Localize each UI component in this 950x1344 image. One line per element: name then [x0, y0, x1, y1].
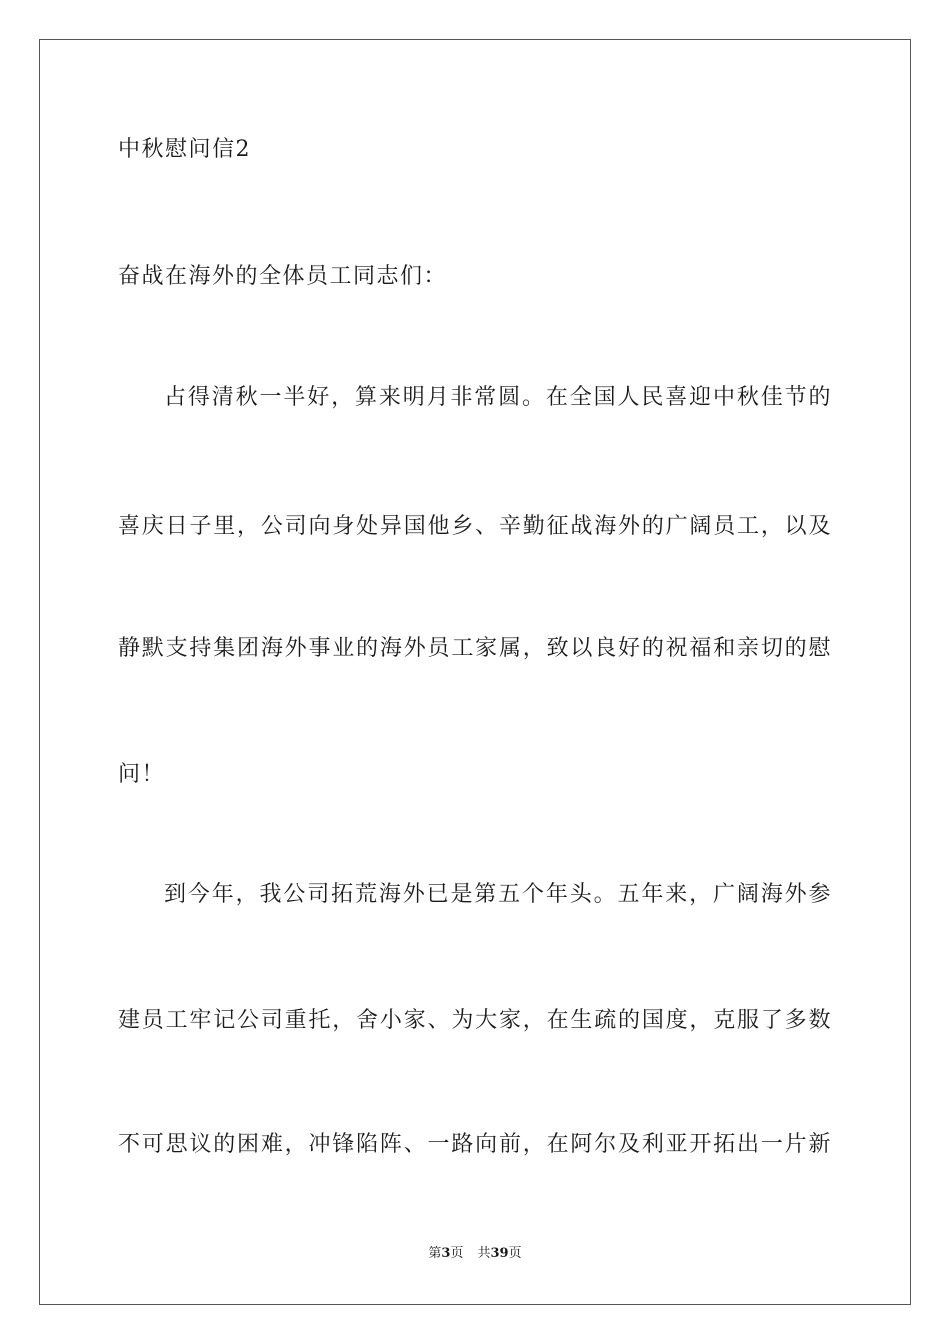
- body-line-4: 问！: [118, 762, 166, 787]
- body-line-1: 占得清秋一半好，算来明月非常圆。在全国人民喜迎中秋佳节的: [164, 385, 832, 410]
- salutation: 奋战在海外的全体员工同志们：: [118, 264, 448, 289]
- body-line-3: 静默支持集团海外事业的海外员工家属，致以良好的祝福和亲切的慰: [118, 636, 832, 661]
- body-line-7: 不可思议的困难，冲锋陷阵、一路向前，在阿尔及利亚开拓出一片新: [118, 1132, 832, 1157]
- total-prefix: 共: [477, 1246, 491, 1261]
- total-pages: 39: [490, 1246, 509, 1261]
- page-suffix: 页: [450, 1246, 464, 1261]
- document-title: 中秋慰问信2: [118, 137, 251, 162]
- page-border: [39, 39, 911, 1305]
- body-line-5: 到今年，我公司拓荒海外已是第五个年头。五年来，广阔海外参: [164, 882, 832, 907]
- total-suffix: 页: [508, 1246, 522, 1261]
- page-footer: [0, 1245, 950, 1263]
- page-prefix: 第: [428, 1246, 442, 1261]
- page-number: 3: [441, 1246, 451, 1261]
- body-line-2: 喜庆日子里，公司向身处异国他乡、辛勤征战海外的广阔员工，以及: [118, 514, 832, 539]
- body-line-6: 建员工牢记公司重托，舍小家、为大家，在生疏的国度，克服了多数: [118, 1008, 832, 1033]
